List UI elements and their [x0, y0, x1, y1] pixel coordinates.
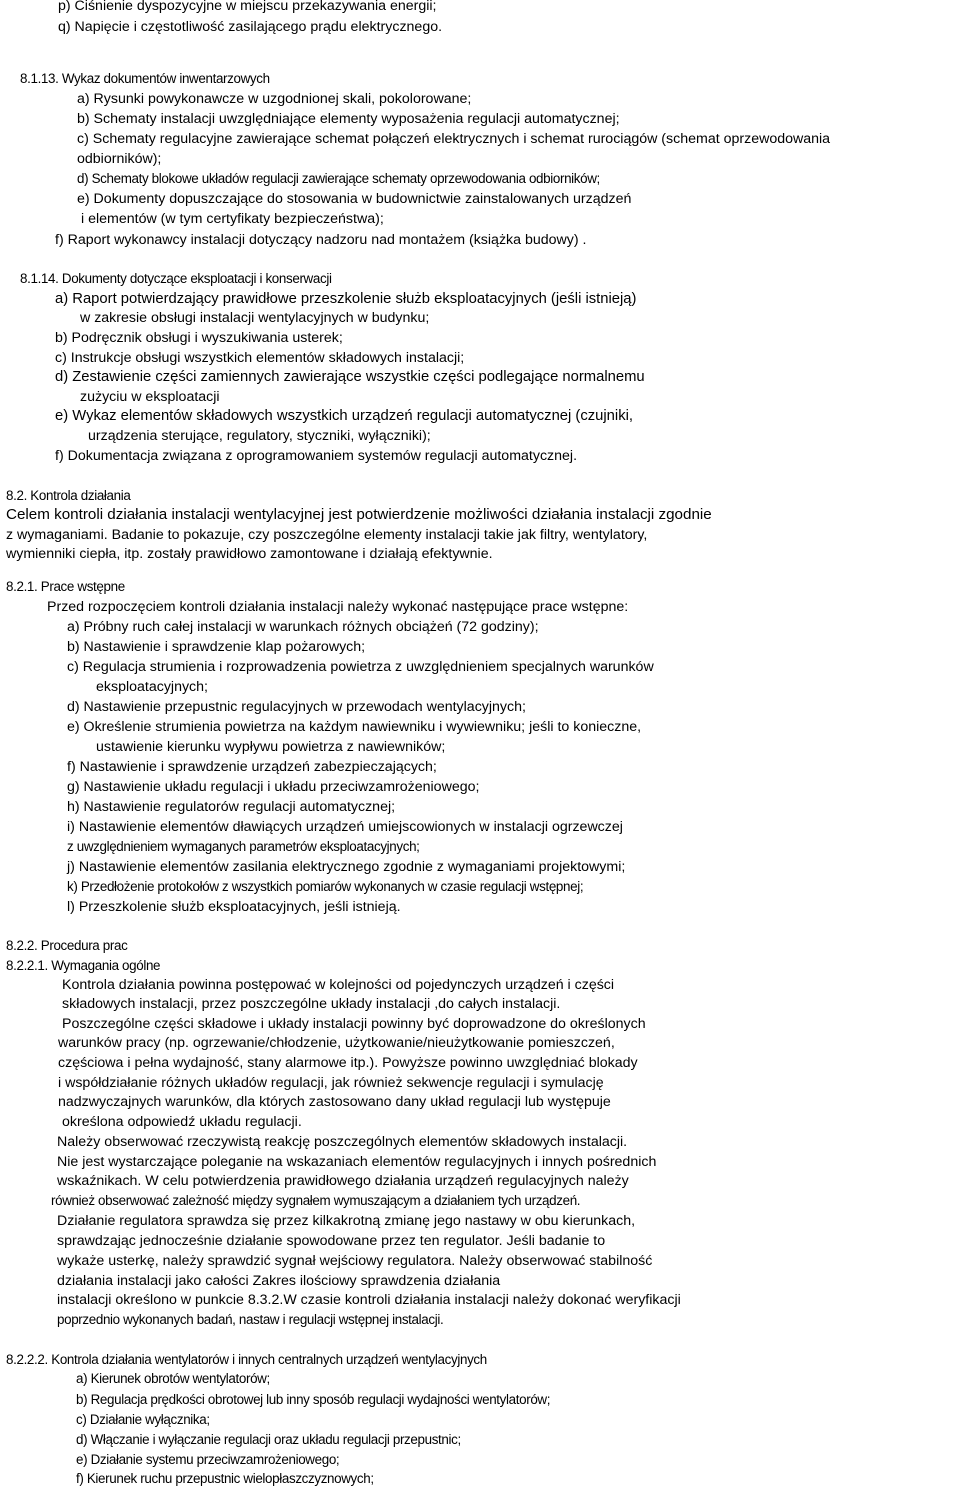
section-heading-8-2-2-2: 8.2.2.2. Kontrola działania wentylatorów i innych centralnych urządzeń wentylacyjnych: [6, 1352, 487, 1367]
list-item-d: d) Zestawienie części zamiennych zawierające wszystkie części podlegające normalnemu: [55, 369, 645, 385]
paragraph-line: nadzwyczajnych warunków, dla których zastosowano dany układ regulacji lub występuje: [58, 1094, 611, 1110]
list-item-d: d) Schematy blokowe układów regulacji zawierające schematy oprzewodowania odbiorników;: [77, 171, 600, 186]
paragraph-line: wskaźnikach. W celu potwierdzenia prawidłowego działania urządzeń regulacyjnych należy: [57, 1173, 629, 1189]
list-item-h: h) Nastawienie regulatorów regulacji automatycznej;: [67, 799, 396, 815]
paragraph-line: działania instalacji jako całości Zakres ilościowy sprawdzenia działania: [57, 1273, 501, 1289]
paragraph-line: i współdziałanie różnych układów regulacji, jak również sekwencje regulacji i symulację: [58, 1075, 604, 1091]
paragraph-line: Nie jest wystarczające poleganie na wskazaniach elementów regulacyjnych i innych pośrednich: [57, 1154, 657, 1170]
paragraph-line: Celem kontroli działania instalacji wentylacyjnej jest potwierdzenie możliwości działania instalacji zgodnie: [6, 506, 712, 523]
list-item-b: b) Nastawienie i sprawdzenie klap pożarowych;: [67, 639, 366, 655]
list-item-g: g) Nastawienie układu regulacji i układu przeciwzamrożeniowego;: [67, 779, 480, 795]
paragraph-line: poprzednio wykonanych badań, nastaw i regulacji wstępnej instalacji.: [57, 1312, 444, 1327]
paragraph-line: wykaże usterkę, należy sprawdzić sygnał wejściowy regulatora. Należy obserwować stabilność: [57, 1253, 653, 1269]
list-item-e: e) Wykaz elementów składowych wszystkich urządzeń regulacji automatycznej (czujniki,: [55, 408, 633, 424]
list-item-a-cont: w zakresie obsługi instalacji wentylacyjnych w budynku;: [80, 310, 430, 326]
list-item-i: i) Nastawienie elementów dławiących urządzeń umiejscowionych w instalacji ogrzewczej: [67, 819, 623, 835]
list-item-c-cont: odbiorników);: [77, 151, 162, 167]
paragraph-line: częściowa i pełna wydajność, stany alarmowe itp.). Powyższe powinno uwzględniać blokady: [58, 1055, 638, 1071]
paragraph-line: wymienniki ciepła, itp. zostały prawidłowo zamontowane i działają efektywnie.: [6, 546, 493, 562]
paragraph-line: Działanie regulatora sprawdza się przez kilkakrotną zmianę jego nastawy w obu kierunkach,: [57, 1213, 636, 1229]
list-item-c: c) Regulacja strumienia i rozprowadzenia powietrza z uwzględnieniem specjalnych warunków: [67, 659, 654, 675]
list-item-e-cont: ustawienie kierunku wypływu powietrza z nawiewników;: [96, 739, 446, 755]
list-item-e: e) Określenie strumienia powietrza na każdym nawiewniku i wywiewniku; jeśli to konieczne,: [67, 719, 642, 735]
section-heading-8-1-13: 8.1.13. Wykaz dokumentów inwentarzowych: [20, 71, 270, 86]
list-item-q: q) Napięcie i częstotliwość zasilającego prądu elektrycznego.: [58, 19, 443, 35]
list-item-b: b) Podręcznik obsługi i wyszukiwania usterek;: [55, 330, 343, 346]
list-item-l: l) Przeszkolenie służb eksploatacyjnych, jeśli istnieją.: [67, 899, 401, 915]
list-item-d-cont: zużyciu w eksploatacji: [80, 389, 220, 405]
paragraph-line: Przed rozpoczęciem kontroli działania instalacji należy wykonać następujące prace wstępne:: [47, 599, 629, 615]
list-item-e-cont: urządzenia sterujące, regulatory, styczniki, wyłączniki);: [88, 428, 431, 444]
list-item-b: b) Schematy instalacji uwzględniające elementy wyposażenia regulacji automatycznej;: [77, 111, 620, 127]
paragraph-line: składowych instalacji, przez poszczególne układy instalacji ,do całych instalacji.: [62, 996, 561, 1012]
list-item-c: c) Działanie wyłącznika;: [76, 1412, 210, 1427]
paragraph-line: instalacji określono w punkcie 8.3.2.W czasie kontroli działania instalacji należy dokonać weryfikacji: [57, 1292, 681, 1308]
paragraph-line: również obserwować zależność między sygnałem wymuszającym a działaniem tych urządzeń.: [51, 1193, 581, 1208]
list-item-c: c) Schematy regulacyjne zawierające schemat połączeń elektrycznych i schemat rurociągów (schemat oprzewodowania: [77, 131, 831, 147]
section-heading-8-1-14: 8.1.14. Dokumenty dotyczące eksploatacji i konserwacji: [20, 271, 332, 286]
paragraph-line: Kontrola działania powinna postępować w kolejności od pojedynczych urządzeń i części: [62, 977, 615, 993]
list-item-b: b) Regulacja prędkości obrotowej lub inny sposób regulacji wydajności wentylatorów;: [76, 1392, 551, 1407]
list-item-c: c) Instrukcje obsługi wszystkich elementów składowych instalacji;: [55, 350, 465, 366]
paragraph-line: warunków pracy (np. ogrzewanie/chłodzenie, użytkowanie/nieużytkowanie pomieszczeń,: [58, 1035, 615, 1051]
list-item-f: f) Nastawienie i sprawdzenie urządzeń zabezpieczających;: [67, 759, 437, 775]
paragraph-line: z wymaganiami. Badanie to pokazuje, czy poszczególne elementy instalacji takie jak filtry, wentylatory,: [6, 527, 648, 543]
list-item-d: d) Włączanie i wyłączanie regulacji oraz układu regulacji przepustnic;: [76, 1432, 461, 1447]
section-heading-8-2-1: 8.2.1. Prace wstępne: [6, 579, 125, 594]
section-heading-8-2-2-1: 8.2.2.1. Wymagania ogólne: [6, 958, 161, 973]
list-item-f: f) Kierunek ruchu przepustnic wielopłaszczyznowych;: [76, 1471, 374, 1486]
list-item-a: a) Raport potwierdzający prawidłowe przeszkolenie służb eksploatacyjnych (jeśli istnieją): [55, 291, 637, 307]
paragraph-line: określona odpowiedź układu regulacji.: [62, 1114, 302, 1130]
list-item-e: e) Działanie systemu przeciwzamrożeniowego;: [76, 1452, 340, 1467]
list-item-a: a) Próbny ruch całej instalacji w warunkach różnych obciążeń (72 godziny);: [67, 619, 539, 635]
list-item-e-cont: i elementów (w tym certyfikaty bezpieczeństwa);: [81, 211, 384, 227]
list-item-j: j) Nastawienie elementów zasilania elektrycznego zgodnie z wymaganiami projektowymi;: [67, 859, 626, 875]
list-item-a: a) Kierunek obrotów wentylatorów;: [76, 1371, 270, 1386]
list-item-e: e) Dokumenty dopuszczające do stosowania w budownictwie zainstalowanych urządzeń: [77, 191, 632, 207]
list-item-f: f) Raport wykonawcy instalacji dotyczący nadzoru nad montażem (książka budowy) .: [55, 232, 587, 248]
list-item-k: k) Przedłożenie protokołów z wszystkich pomiarów wykonanych w czasie regulacji wstępnej;: [67, 879, 584, 894]
section-heading-8-2-2: 8.2.2. Procedura prac: [6, 938, 128, 953]
list-item-f: f) Dokumentacja związana z oprogramowaniem systemów regulacji automatycznej.: [55, 448, 578, 464]
list-item-d: d) Nastawienie przepustnic regulacyjnych w przewodach wentylacyjnych;: [67, 699, 526, 715]
paragraph-line: Należy obserwować rzeczywistą reakcję poszczególnych elementów składowych instalacji.: [57, 1134, 628, 1150]
list-item-c-cont: eksploatacyjnych;: [96, 679, 208, 695]
list-item-a: a) Rysunki powykonawcze w uzgodnionej skali, pokolorowane;: [77, 91, 472, 107]
paragraph-line: Poszczególne części składowe i układy instalacji powinny być doprowadzone do określonych: [62, 1016, 646, 1032]
section-heading-8-2: 8.2. Kontrola działania: [6, 488, 131, 503]
list-item-p: p) Ciśnienie dyspozycyjne w miejscu przekazywania energii;: [58, 0, 437, 14]
paragraph-line: sprawdzając jednocześnie działanie spowodowane przez ten regulator. Jeśli badanie to: [57, 1233, 606, 1249]
list-item-i-cont: z uwzględnieniem wymaganych parametrów eksploatacyjnych;: [67, 839, 420, 854]
